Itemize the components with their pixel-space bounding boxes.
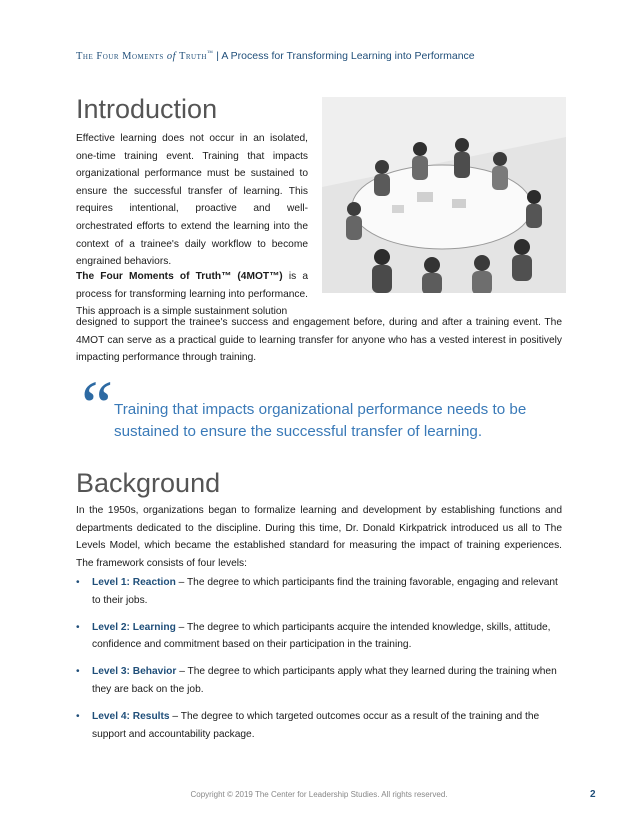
introduction-heading: Introduction <box>76 94 218 124</box>
level-description: – The degree to which targeted outcomes occur as a result of the training and the support and accountability package. <box>92 711 540 740</box>
intro-paragraph-2-continued: designed to support the trainee's success and engagement before, during and after a training event. The 4MOT can serve as a practical guide to learning transfer for anyone who has a vested interest in positively impacting performance through training. <box>76 317 562 364</box>
bullet-icon: • <box>76 577 80 588</box>
footer-copyright: Copyright © 2019 The Center for Leadership Studies. All rights reserved. <box>190 790 448 799</box>
level-label: Level 3: Behavior <box>92 666 177 678</box>
bullet-icon: • <box>76 666 80 678</box>
header-tagline: | A Process for Transforming Learning into Performance <box>216 50 475 62</box>
meeting-photo <box>322 97 566 293</box>
intro-bold-term: The Four Moments of Truth™ (4MOT™) <box>76 271 283 282</box>
level-label: Level 2: Learning <box>92 621 176 633</box>
bullet-icon: • <box>76 621 80 633</box>
brand-name: The Four Moments of Truth™ <box>76 50 214 62</box>
level-label: Level 1: Reaction <box>92 577 176 588</box>
level-label: Level 4: Results <box>92 711 170 723</box>
level-description: – The degree to which participants apply what they learned during the training when they are back on the job. <box>92 666 557 695</box>
list-item <box>76 663 562 698</box>
page-number: 2 <box>590 789 596 800</box>
intro-paragraph-2 <box>76 268 308 321</box>
level-description: – The degree to which participants acquire the intended knowledge, skills, attitude, confidence and commitment based on their participation in the training. <box>92 621 551 651</box>
page-header <box>76 50 576 62</box>
list-item <box>76 619 562 654</box>
level-description: – The degree to which participants find the training favorable, engaging and relevant to their jobs. <box>92 577 558 606</box>
intro-paragraph-1: Effective learning does not occur in an isolated, one-time training event. Training that impacts organizational performance must be sustained to ensure the successful transfer of learning. This requires intentional, proactive and well-orchestrated efforts to extend the learning into the context of a trainee's daily workflow to become engrained behaviors. <box>76 133 308 268</box>
meeting-photo-illustration <box>322 97 566 293</box>
bullet-icon: • <box>76 711 80 723</box>
list-item <box>76 708 562 743</box>
intro-paragraph-2-text: is a process for transforming learning into performance. This approach is a simple sustainment solution <box>76 271 308 318</box>
quote-mark-icon: “ <box>74 366 115 446</box>
list-item <box>76 574 562 609</box>
background-paragraph: In the 1950s, organizations began to formalize learning and development by establishing functions and departments dedicated to the discipline. During this time, Dr. Donald Kirkpatrick introduced us all to The Levels Model, which became the established standard for measuring the impact of training experiences. The framework consists of four levels: <box>76 505 562 569</box>
levels-list <box>76 574 562 753</box>
pull-quote: Training that impacts organizational performance needs to be sustained to ensure the successful transfer of learning. <box>114 401 527 440</box>
background-heading: Background <box>76 468 221 498</box>
